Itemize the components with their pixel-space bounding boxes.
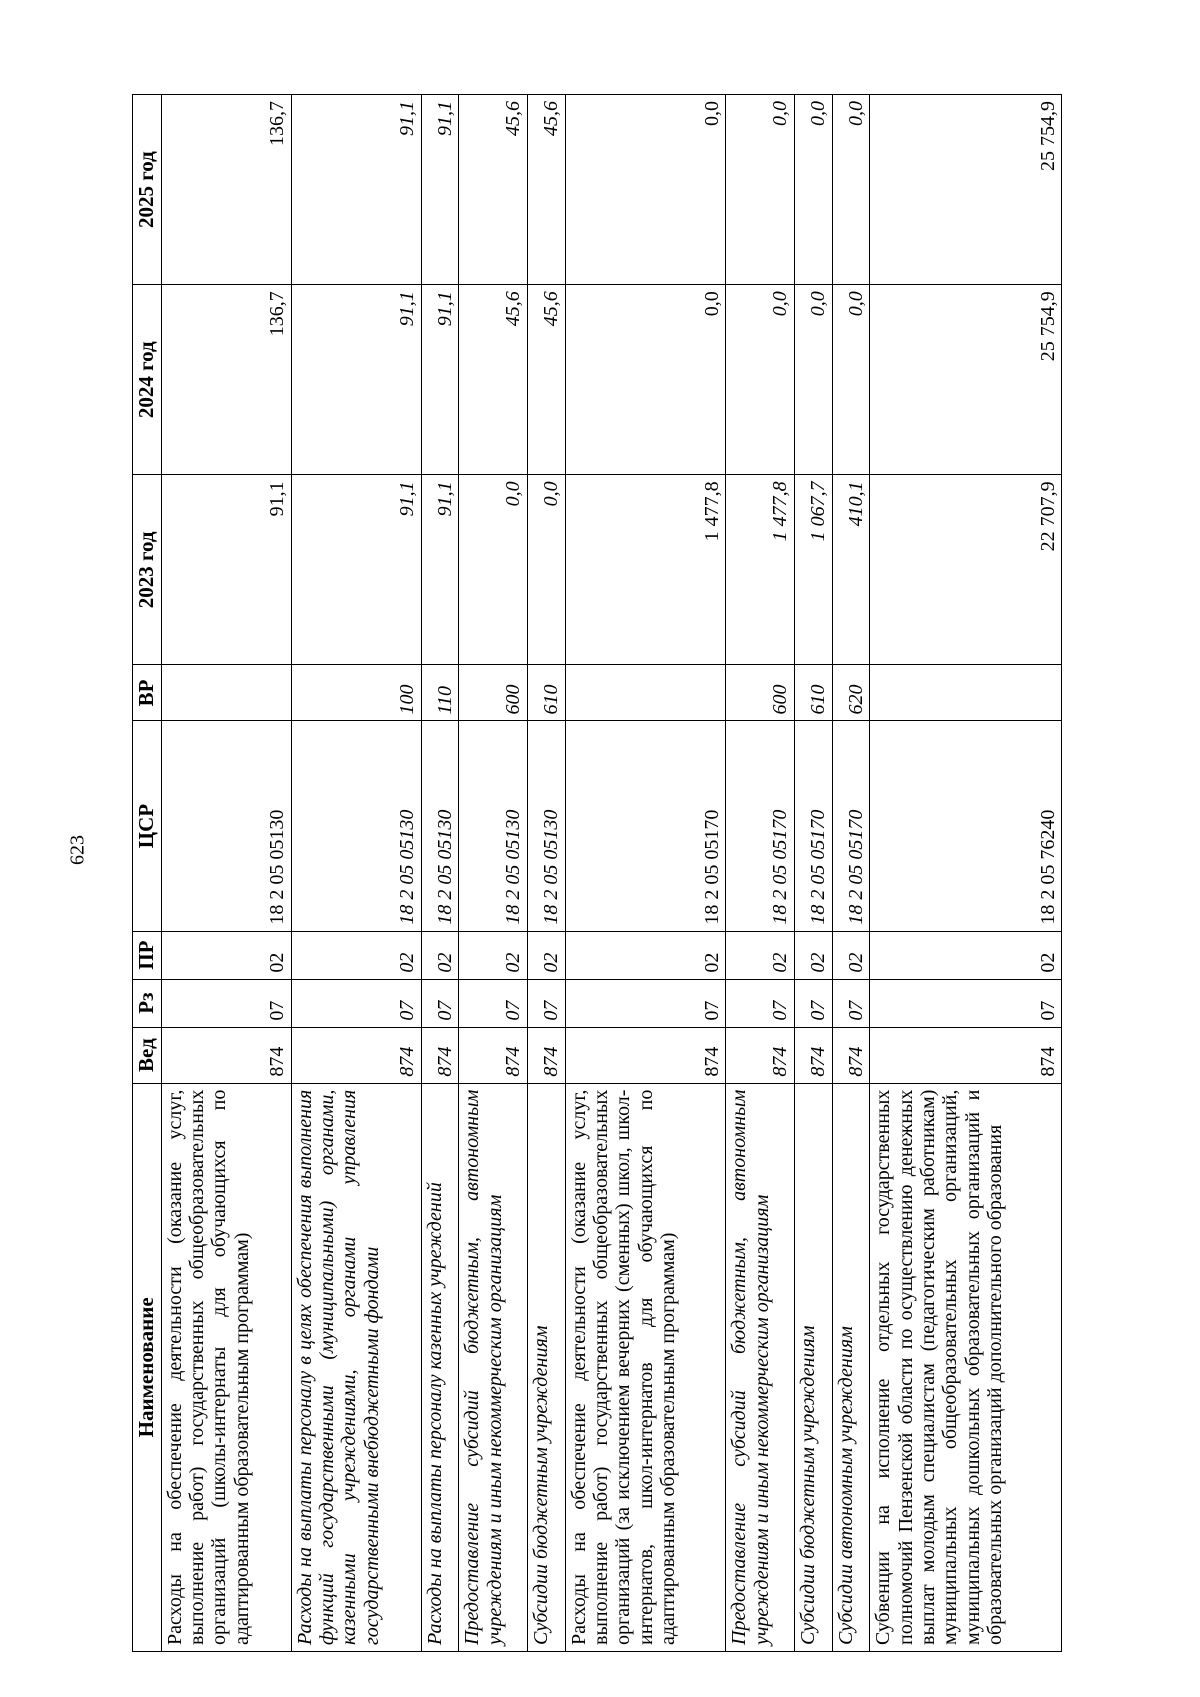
cell-name: Субсидии автономным учреждениям	[832, 1083, 870, 1651]
cell-2024: 91,1	[421, 285, 459, 475]
cell-name: Расходы на выплаты персоналу казенных учреждений	[421, 1083, 459, 1651]
header-vr: ВР	[133, 665, 162, 721]
header-2023: 2023 год	[133, 475, 162, 665]
cell-pr: 02	[832, 931, 870, 979]
cell-csr: 18 2 05 05130	[161, 721, 291, 931]
table-row	[459, 95, 527, 1652]
cell-ved: 874	[421, 1027, 459, 1083]
header-2025: 2025 год	[133, 95, 162, 285]
cell-pr: 02	[870, 931, 1062, 979]
cell-2025: 0,0	[565, 95, 726, 285]
cell-2025: 45,6	[459, 95, 527, 285]
cell-2023: 91,1	[161, 475, 291, 665]
cell-name: Предоставление субсидий бюджетным, автономным учреждениям и иным некоммерческим организациям	[726, 1083, 794, 1651]
cell-pr: 02	[291, 931, 421, 979]
cell-2024: 0,0	[794, 285, 832, 475]
cell-rz: 07	[870, 979, 1062, 1027]
cell-vr: 110	[421, 665, 459, 721]
rotated-page-content	[132, 94, 1062, 1652]
cell-name: Расходы на обеспечение деятельности (оказание услуг, выполнение работ) государственных общеобразовательных организаций (за исключением вечерних (сменных) школ, школ-интернатов, школ-интернатов для обучающихся по адаптированным образовательным программам)	[565, 1083, 726, 1651]
cell-name: Расходы на обеспечение деятельности (оказание услуг, выполнение работ) государственных общеобразовательных организаций (школы-интернаты для обучающихся по адаптированным образовательным программам)	[161, 1083, 291, 1651]
cell-2025: 0,0	[794, 95, 832, 285]
cell-vr	[565, 665, 726, 721]
table-row	[870, 95, 1062, 1652]
budget-table	[132, 94, 1062, 1652]
cell-pr: 02	[794, 931, 832, 979]
cell-csr: 18 2 05 05130	[527, 721, 565, 931]
cell-pr: 02	[527, 931, 565, 979]
cell-csr: 18 2 05 76240	[870, 721, 1062, 931]
table-row	[832, 95, 870, 1652]
cell-vr: 100	[291, 665, 421, 721]
cell-2023: 91,1	[421, 475, 459, 665]
cell-vr	[161, 665, 291, 721]
cell-rz: 07	[421, 979, 459, 1027]
cell-ved: 874	[459, 1027, 527, 1083]
cell-2024: 91,1	[291, 285, 421, 475]
cell-vr: 610	[527, 665, 565, 721]
table-row	[794, 95, 832, 1652]
header-ved: Вед	[133, 1027, 162, 1083]
cell-ved: 874	[726, 1027, 794, 1083]
cell-rz: 07	[459, 979, 527, 1027]
cell-2025: 0,0	[726, 95, 794, 285]
cell-2023: 410,1	[832, 475, 870, 665]
cell-rz: 07	[832, 979, 870, 1027]
cell-ved: 874	[870, 1027, 1062, 1083]
cell-2025: 91,1	[421, 95, 459, 285]
cell-2025: 45,6	[527, 95, 565, 285]
cell-name: Субсидии бюджетным учреждениям	[527, 1083, 565, 1651]
cell-rz: 07	[161, 979, 291, 1027]
cell-name: Расходы на выплаты персоналу в целях обеспечения выполнения функций государственными (муниципальными) органами, казенными учреждениями, органами управления государственными внебюджетными фондами	[291, 1083, 421, 1651]
cell-rz: 07	[291, 979, 421, 1027]
cell-ved: 874	[565, 1027, 726, 1083]
header-pr: ПР	[133, 931, 162, 979]
cell-pr: 02	[565, 931, 726, 979]
header-csr: ЦСР	[133, 721, 162, 931]
cell-2025: 0,0	[832, 95, 870, 285]
cell-vr: 600	[726, 665, 794, 721]
cell-2025: 91,1	[291, 95, 421, 285]
cell-2025: 136,7	[161, 95, 291, 285]
table-row	[291, 95, 421, 1652]
cell-rz: 07	[565, 979, 726, 1027]
cell-2024: 0,0	[565, 285, 726, 475]
cell-name: Субвенции на исполнение отдельных государственных полномочий Пензенской области по осуществлению денежных выплат молодым специалистам (педагогическим работникам) муниципальных общеобразовательных организаций, муниципальных дошкольных образовательных организаций и образовательных организаций дополнительного образования	[870, 1083, 1062, 1651]
cell-csr: 18 2 05 05170	[565, 721, 726, 931]
header-rz: Рз	[133, 979, 162, 1027]
cell-vr: 610	[794, 665, 832, 721]
cell-ved: 874	[794, 1027, 832, 1083]
cell-rz: 07	[794, 979, 832, 1027]
cell-2023: 0,0	[459, 475, 527, 665]
cell-name: Субсидии бюджетным учреждениям	[794, 1083, 832, 1651]
header-name: Наименование	[133, 1083, 162, 1651]
cell-pr: 02	[459, 931, 527, 979]
cell-2023: 22 707,9	[870, 475, 1062, 665]
header-2024: 2024 год	[133, 285, 162, 475]
cell-pr: 02	[726, 931, 794, 979]
table-header-row	[133, 95, 162, 1652]
cell-name: Предоставление субсидий бюджетным, автономным учреждениям и иным некоммерческим организациям	[459, 1083, 527, 1651]
cell-2025: 25 754,9	[870, 95, 1062, 285]
cell-2024: 45,6	[459, 285, 527, 475]
cell-2024: 45,6	[527, 285, 565, 475]
cell-csr: 18 2 05 05170	[832, 721, 870, 931]
cell-2024: 0,0	[726, 285, 794, 475]
cell-csr: 18 2 05 05130	[421, 721, 459, 931]
cell-csr: 18 2 05 05170	[726, 721, 794, 931]
cell-csr: 18 2 05 05170	[794, 721, 832, 931]
cell-ved: 874	[291, 1027, 421, 1083]
cell-2023: 0,0	[527, 475, 565, 665]
cell-2023: 91,1	[291, 475, 421, 665]
cell-vr: 620	[832, 665, 870, 721]
cell-ved: 874	[161, 1027, 291, 1083]
cell-2024: 25 754,9	[870, 285, 1062, 475]
cell-ved: 874	[527, 1027, 565, 1083]
cell-rz: 07	[527, 979, 565, 1027]
cell-csr: 18 2 05 05130	[459, 721, 527, 931]
cell-pr: 02	[421, 931, 459, 979]
cell-ved: 874	[832, 1027, 870, 1083]
cell-2023: 1 067,7	[794, 475, 832, 665]
table-row	[421, 95, 459, 1652]
cell-2023: 1 477,8	[726, 475, 794, 665]
cell-2024: 0,0	[832, 285, 870, 475]
table-row	[527, 95, 565, 1652]
cell-vr	[870, 665, 1062, 721]
table-row	[161, 95, 291, 1652]
table-row	[726, 95, 794, 1652]
table-row	[565, 95, 726, 1652]
cell-2023: 1 477,8	[565, 475, 726, 665]
cell-vr: 600	[459, 665, 527, 721]
cell-2024: 136,7	[161, 285, 291, 475]
page-number: 623	[66, 835, 89, 865]
cell-csr: 18 2 05 05130	[291, 721, 421, 931]
cell-pr: 02	[161, 931, 291, 979]
cell-rz: 07	[726, 979, 794, 1027]
